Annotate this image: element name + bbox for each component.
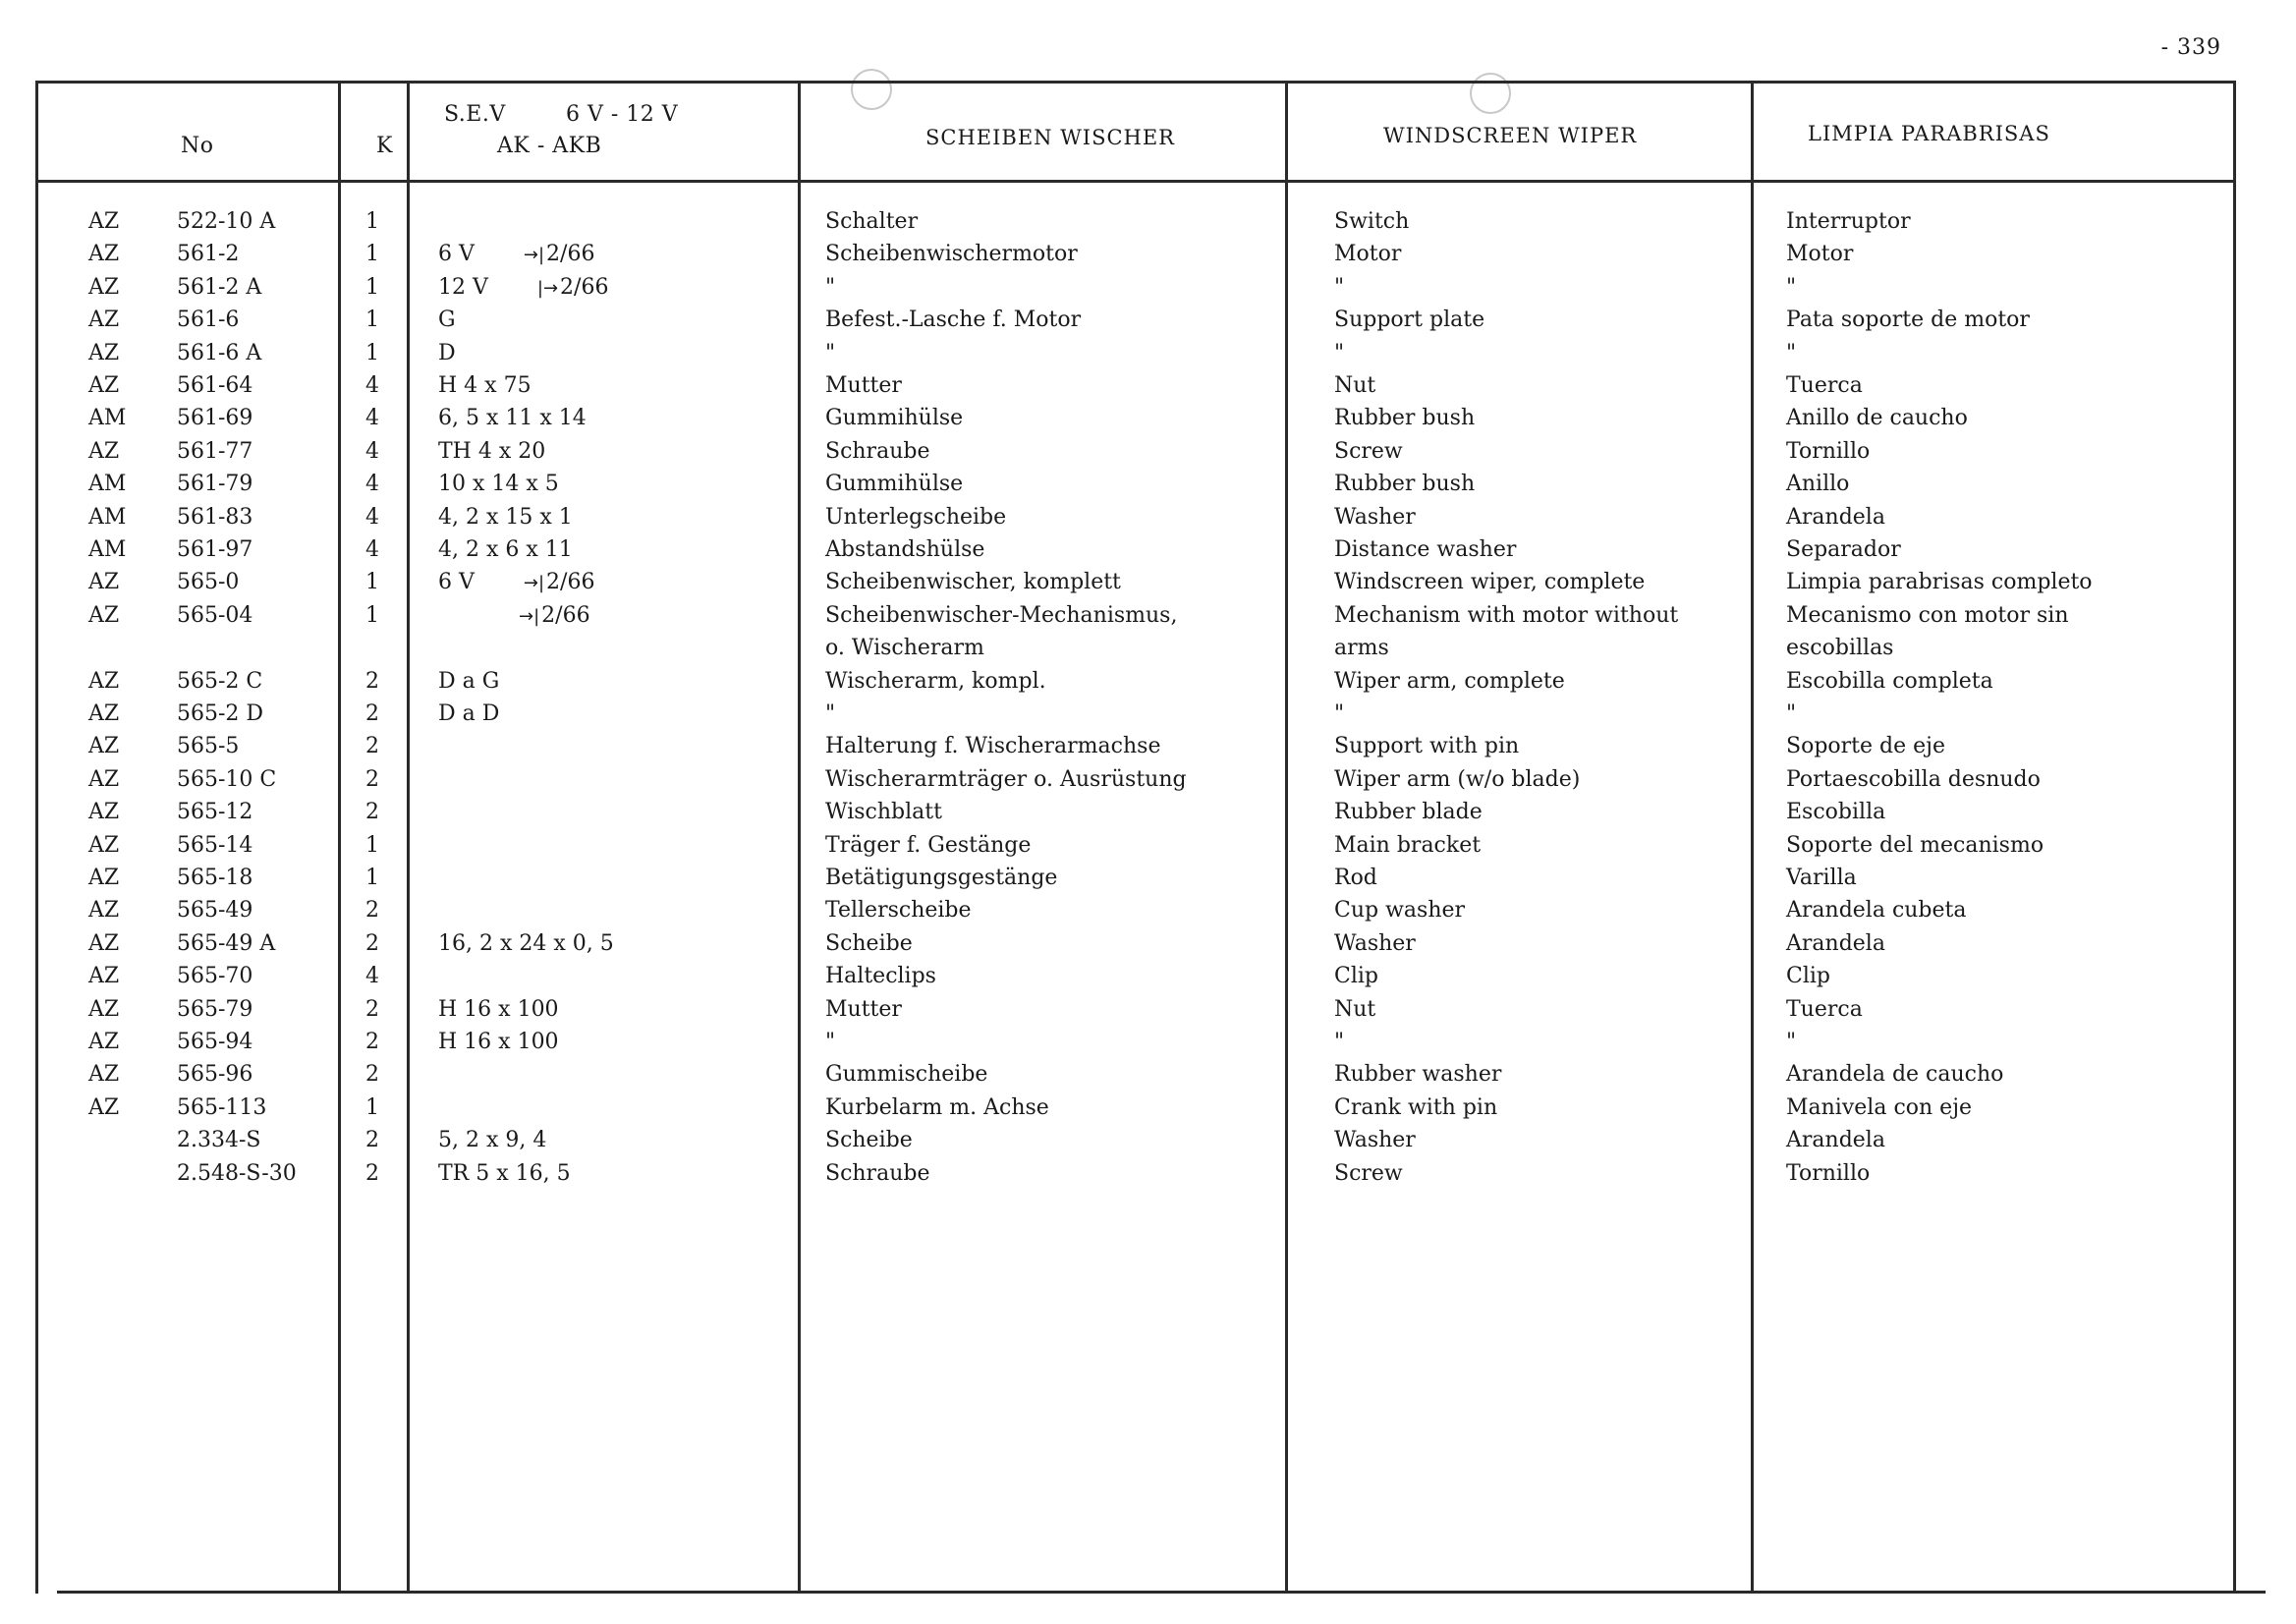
header-sev: S.E.V [444, 102, 506, 127]
table-row [0, 238, 2296, 270]
table-row [0, 205, 2296, 238]
table-row [0, 533, 2296, 566]
quantity: 2 [365, 800, 379, 825]
description-spanish: Interruptor [1786, 209, 1911, 234]
description-german: Unterlegscheibe [825, 504, 1007, 530]
table-row [0, 402, 2296, 434]
description-english: Washer [1334, 930, 1416, 956]
part-number: 565-70 [177, 964, 253, 989]
part-prefix: AZ [88, 866, 120, 890]
description-english: Wiper arm, complete [1334, 668, 1565, 694]
description-english: Rubber blade [1334, 800, 1483, 825]
description-german: Scheibenwischermotor [825, 242, 1078, 267]
specification: H 16 x 100 [438, 1030, 559, 1054]
description-english: " [1334, 701, 1345, 726]
header-spanish: LIMPIA PARABRISAS [1808, 122, 2050, 145]
part-prefix: AZ [88, 832, 120, 858]
description-german: Scheibenwischer-Mechanismus, [825, 602, 1178, 628]
header-english: WINDSCREEN WIPER [1383, 124, 1638, 147]
date-code: 2/66 [541, 602, 590, 628]
description-german: Gummischeibe [825, 1062, 988, 1088]
specification: 4, 2 x 15 x 1 [438, 504, 573, 530]
description-german: Schalter [825, 209, 919, 234]
description-german: " [825, 340, 836, 365]
specification: D a D [438, 701, 500, 726]
part-number: 561-97 [177, 537, 253, 562]
part-number: 565-0 [177, 570, 240, 595]
part-number: 561-83 [177, 504, 253, 530]
specification: H 16 x 100 [438, 996, 559, 1022]
description-english: " [1334, 1030, 1345, 1054]
description-spanish: Escobilla completa [1786, 668, 1993, 694]
description-english: Washer [1334, 504, 1416, 530]
description-english: Distance washer [1334, 537, 1517, 562]
description-german: Tellerscheibe [825, 898, 972, 924]
quantity: 2 [365, 996, 379, 1022]
description-german: o. Wischerarm [825, 636, 984, 661]
quantity: 4 [365, 964, 379, 989]
description-english: Cup washer [1334, 898, 1466, 924]
table-row [0, 468, 2296, 500]
part-number: 561-2 [177, 242, 240, 267]
description-spanish: " [1786, 1030, 1797, 1054]
part-prefix: AZ [88, 734, 120, 759]
specification: 5, 2 x 9, 4 [438, 1128, 547, 1153]
part-prefix: AZ [88, 274, 120, 300]
part-number: 565-49 A [177, 930, 276, 956]
description-german: Betätigungsgestänge [825, 866, 1058, 890]
part-prefix: AZ [88, 242, 120, 267]
direction-arrow-icon: →| [523, 573, 545, 594]
description-spanish: Pata soporte de motor [1786, 308, 2030, 333]
part-prefix: AZ [88, 766, 120, 792]
quantity: 2 [365, 1128, 379, 1153]
description-german: Mutter [825, 373, 902, 398]
specification-cell [438, 599, 792, 633]
table-row [0, 337, 2296, 369]
part-number: 565-12 [177, 800, 253, 825]
part-prefix: AM [88, 504, 127, 530]
header-german: SCHEIBEN WISCHER [925, 126, 1175, 149]
part-prefix: AZ [88, 570, 120, 595]
description-spanish: " [1786, 340, 1797, 365]
part-prefix: AM [88, 472, 127, 497]
specification: 16, 2 x 24 x 0, 5 [438, 930, 614, 956]
description-spanish: Arandela [1786, 504, 1885, 530]
table-row [0, 862, 2296, 894]
description-english: Washer [1334, 1128, 1416, 1153]
part-prefix: AM [88, 537, 127, 562]
table-row [0, 894, 2296, 926]
part-prefix: AZ [88, 1062, 120, 1088]
quantity: 1 [365, 602, 379, 628]
part-number: 561-69 [177, 406, 253, 431]
date-code: 2/66 [560, 274, 609, 300]
description-english: Mechanism with motor without [1334, 602, 1679, 628]
quantity: 4 [365, 438, 379, 464]
quantity: 2 [365, 766, 379, 792]
description-english: Clip [1334, 964, 1378, 989]
part-number: 561-79 [177, 472, 253, 497]
description-english: Screw [1334, 438, 1403, 464]
quantity: 4 [365, 406, 379, 431]
table-row [0, 369, 2296, 402]
part-prefix: AZ [88, 209, 120, 234]
description-english: Rubber bush [1334, 472, 1476, 497]
quantity: 2 [365, 898, 379, 924]
description-spanish: Tuerca [1786, 373, 1863, 398]
specification: TH 4 x 20 [438, 438, 546, 464]
part-number: 565-96 [177, 1062, 253, 1088]
description-german: Scheibe [825, 1128, 913, 1153]
part-prefix: AM [88, 406, 127, 431]
part-number: 565-49 [177, 898, 253, 924]
description-spanish: Arandela [1786, 930, 1885, 956]
part-prefix: AZ [88, 1094, 120, 1120]
description-german: Halterung f. Wischerarmachse [825, 734, 1161, 759]
date-code: 2/66 [546, 570, 595, 595]
description-spanish: Anillo [1786, 472, 1850, 497]
specification: 10 x 14 x 5 [438, 472, 559, 497]
table-row [0, 435, 2296, 468]
table-row [0, 993, 2296, 1026]
description-spanish: Escobilla [1786, 800, 1886, 825]
quantity: 1 [365, 570, 379, 595]
part-number: 565-113 [177, 1094, 267, 1120]
description-spanish: escobillas [1786, 636, 1894, 661]
description-english: " [1334, 340, 1345, 365]
part-number: 522-10 A [177, 209, 276, 234]
description-german: " [825, 274, 836, 300]
quantity: 1 [365, 209, 379, 234]
part-number: 565-04 [177, 602, 253, 628]
part-prefix: AZ [88, 800, 120, 825]
quantity: 1 [365, 1094, 379, 1120]
header-k: K [376, 134, 393, 158]
table-row [0, 599, 2296, 632]
header-no: No [181, 134, 214, 158]
description-spanish: Tornillo [1786, 1160, 1871, 1186]
quantity: 2 [365, 1062, 379, 1088]
description-spanish: Manivela con eje [1786, 1094, 1973, 1120]
part-prefix: AZ [88, 668, 120, 694]
quantity: 2 [365, 701, 379, 726]
description-german: Befest.-Lasche f. Motor [825, 308, 1082, 333]
table-row [0, 1157, 2296, 1190]
date-code: 2/66 [546, 242, 595, 267]
table-row [0, 665, 2296, 698]
quantity: 4 [365, 472, 379, 497]
description-english: Rubber bush [1334, 406, 1476, 431]
part-prefix: AZ [88, 373, 120, 398]
description-german: Wischblatt [825, 800, 942, 825]
description-german: Träger f. Gestänge [825, 832, 1032, 858]
quantity: 2 [365, 1030, 379, 1054]
table-row [0, 271, 2296, 304]
part-number: 2.548-S-30 [177, 1160, 297, 1186]
description-german: Gummihülse [825, 406, 964, 431]
description-spanish: Anillo de caucho [1786, 406, 1968, 431]
part-prefix: AZ [88, 340, 120, 365]
description-german: Gummihülse [825, 472, 964, 497]
description-english: Main bracket [1334, 832, 1482, 858]
description-spanish: " [1786, 701, 1797, 726]
description-spanish: Soporte del mecanismo [1786, 832, 2044, 858]
description-german: " [825, 701, 836, 726]
table-row [0, 632, 2296, 664]
description-spanish: Limpia parabrisas completo [1786, 570, 2093, 595]
part-prefix: AZ [88, 438, 120, 464]
table-row [0, 501, 2296, 533]
quantity: 1 [365, 340, 379, 365]
header-divider [35, 180, 2236, 183]
description-german: Schraube [825, 1160, 930, 1186]
description-german: Halteclips [825, 964, 936, 989]
part-prefix: AZ [88, 1030, 120, 1054]
direction-arrow-icon: |→ [536, 277, 559, 299]
quantity: 1 [365, 242, 379, 267]
description-spanish: Tornillo [1786, 438, 1871, 464]
part-number: 561-2 A [177, 274, 262, 300]
quantity: 2 [365, 1160, 379, 1186]
specification: 4, 2 x 6 x 11 [438, 537, 573, 562]
description-spanish: " [1786, 274, 1797, 300]
description-spanish: Portaescobilla desnudo [1786, 766, 2041, 792]
part-number: 561-6 [177, 308, 240, 333]
quantity: 2 [365, 668, 379, 694]
description-english: Nut [1334, 996, 1376, 1022]
description-english: Rod [1334, 866, 1377, 890]
specification: H 4 x 75 [438, 373, 532, 398]
description-english: Switch [1334, 209, 1410, 234]
specification-cell [438, 566, 792, 599]
part-number: 2.334-S [177, 1128, 261, 1153]
specification: D a G [438, 668, 500, 694]
part-number: 565-10 C [177, 766, 277, 792]
part-number: 565-2 D [177, 701, 264, 726]
description-spanish: Arandela cubeta [1786, 898, 1967, 924]
table-row [0, 927, 2296, 960]
description-english: Wiper arm (w/o blade) [1334, 766, 1581, 792]
page-number: - 339 [2160, 35, 2221, 60]
specification: 6, 5 x 11 x 14 [438, 406, 587, 431]
part-number: 565-18 [177, 866, 253, 890]
description-german: Scheibenwischer, komplett [825, 570, 1121, 595]
part-number: 561-6 A [177, 340, 262, 365]
specification: G [438, 308, 456, 333]
quantity: 4 [365, 373, 379, 398]
table-row [0, 1026, 2296, 1058]
table-row [0, 304, 2296, 336]
specification: 6 V [438, 570, 475, 595]
part-number: 565-2 C [177, 668, 263, 694]
table-row [0, 730, 2296, 762]
description-german: " [825, 1030, 836, 1054]
specification-cell [438, 238, 792, 271]
description-german: Abstandshülse [825, 537, 985, 562]
part-prefix: AZ [88, 930, 120, 956]
description-english: arms [1334, 636, 1389, 661]
specification: 12 V [438, 274, 488, 300]
description-english: Support plate [1334, 308, 1485, 333]
header-sev-models: AK - AKB [497, 134, 602, 158]
table-row [0, 829, 2296, 862]
description-english: Rubber washer [1334, 1062, 1502, 1088]
part-number: 565-94 [177, 1030, 253, 1054]
description-spanish: Varilla [1786, 866, 1857, 890]
description-english: Nut [1334, 373, 1376, 398]
description-english: Windscreen wiper, complete [1334, 570, 1646, 595]
specification: D [438, 340, 456, 365]
table-row [0, 960, 2296, 992]
description-english: Screw [1334, 1160, 1403, 1186]
description-spanish: Mecanismo con motor sin [1786, 602, 2069, 628]
part-number: 561-64 [177, 373, 253, 398]
table-row [0, 1058, 2296, 1091]
quantity: 1 [365, 274, 379, 300]
part-number: 565-5 [177, 734, 240, 759]
part-prefix: AZ [88, 964, 120, 989]
description-spanish: Motor [1786, 242, 1854, 267]
description-spanish: Arandela de caucho [1786, 1062, 2004, 1088]
table-row [0, 763, 2296, 796]
description-spanish: Soporte de eje [1786, 734, 1945, 759]
direction-arrow-icon: →| [523, 245, 545, 266]
specification: TR 5 x 16, 5 [438, 1160, 571, 1186]
table-row [0, 566, 2296, 598]
frame-bottom-border [57, 1591, 2266, 1594]
quantity: 4 [365, 537, 379, 562]
part-prefix: AZ [88, 996, 120, 1022]
description-german: Wischerarmträger o. Ausrüstung [825, 766, 1187, 792]
description-german: Kurbelarm m. Achse [825, 1094, 1049, 1120]
quantity: 4 [365, 504, 379, 530]
specification: 6 V [438, 242, 475, 267]
description-spanish: Separador [1786, 537, 1901, 562]
direction-arrow-icon: →| [519, 605, 540, 627]
part-number: 565-79 [177, 996, 253, 1022]
table-row [0, 698, 2296, 730]
quantity: 2 [365, 734, 379, 759]
specification-cell [438, 271, 792, 305]
table-row [0, 796, 2296, 828]
part-prefix: AZ [88, 308, 120, 333]
quantity: 1 [365, 308, 379, 333]
table-row [0, 1124, 2296, 1156]
part-prefix: AZ [88, 602, 120, 628]
header-sev-voltage: 6 V - 12 V [566, 102, 679, 127]
description-english: Crank with pin [1334, 1094, 1498, 1120]
description-spanish: Arandela [1786, 1128, 1885, 1153]
quantity: 2 [365, 930, 379, 956]
description-english: " [1334, 274, 1345, 300]
description-english: Support with pin [1334, 734, 1520, 759]
quantity: 1 [365, 832, 379, 858]
part-number: 565-14 [177, 832, 253, 858]
description-german: Scheibe [825, 930, 913, 956]
description-german: Wischerarm, kompl. [825, 668, 1046, 694]
quantity: 1 [365, 866, 379, 890]
part-number: 561-77 [177, 438, 253, 464]
table-row [0, 1092, 2296, 1124]
part-prefix: AZ [88, 898, 120, 924]
part-prefix: AZ [88, 701, 120, 726]
description-spanish: Clip [1786, 964, 1830, 989]
description-english: Motor [1334, 242, 1402, 267]
description-german: Schraube [825, 438, 930, 464]
description-spanish: Tuerca [1786, 996, 1863, 1022]
description-german: Mutter [825, 996, 902, 1022]
